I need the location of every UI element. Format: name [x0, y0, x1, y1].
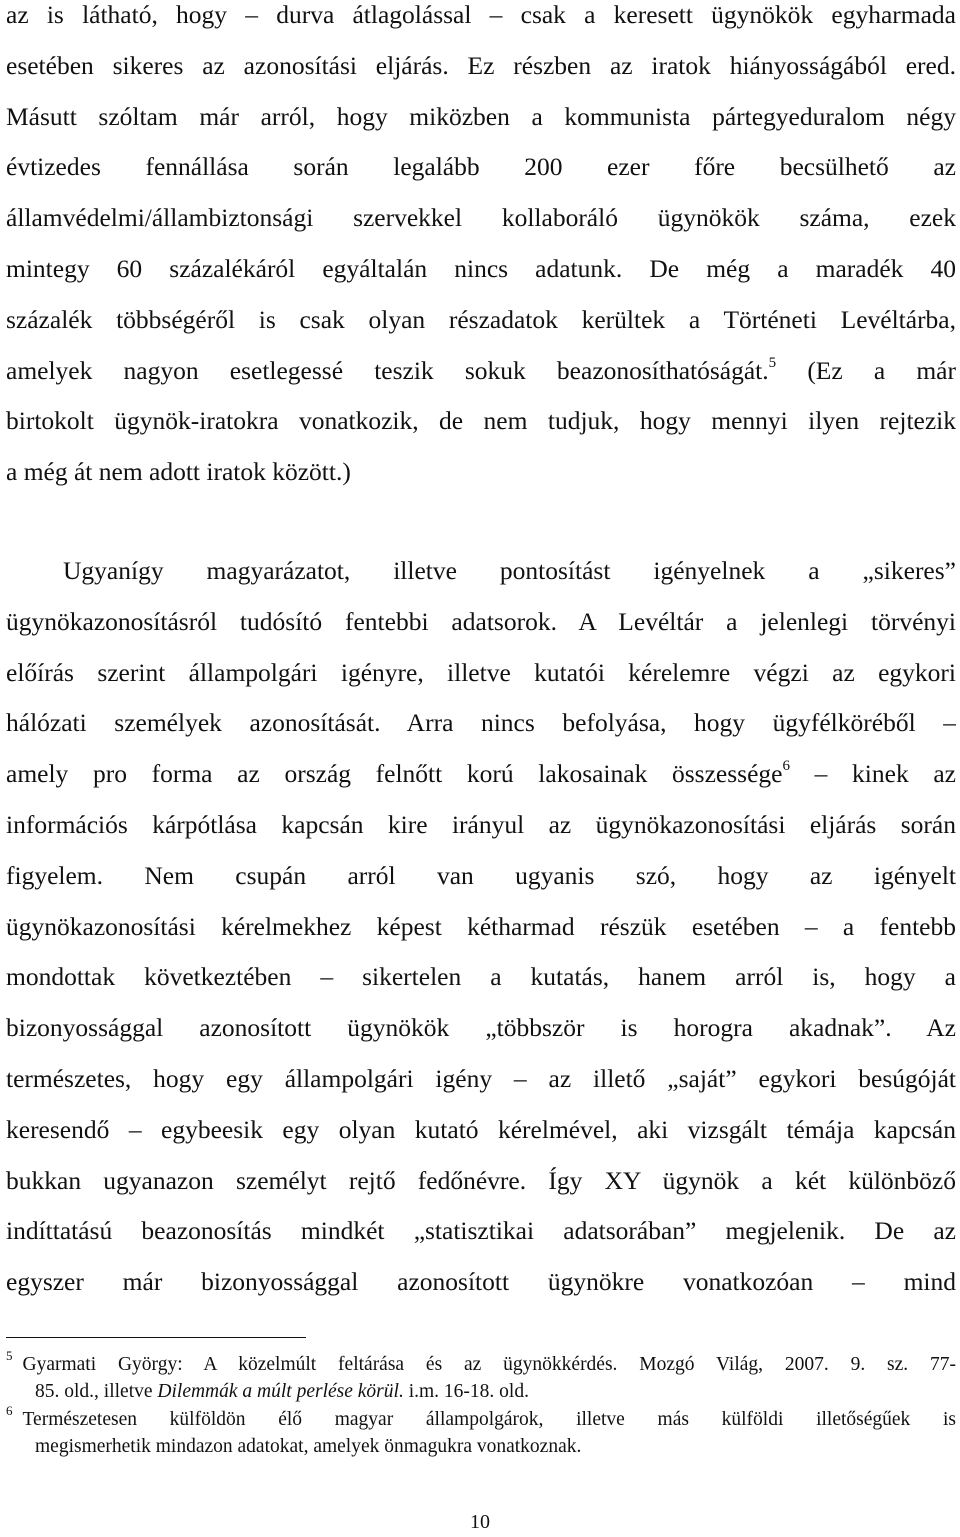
text-line: indíttatású beazonosítás mindkét „statisztikai adatsorában” megjelenik. De az: [6, 1216, 956, 1246]
text-line: Ugyanígy magyarázatot, illetve pontosítást igényelnek a „sikeres”: [63, 556, 956, 585]
text-line: az is látható, hogy – durva átlagolással – csak a keresett ügynökök egyharmada: [6, 0, 956, 29]
text-line: mintegy 60 százalékáról egyáltalán nincs adatunk. De még a maradék 40: [6, 253, 956, 283]
footnote-text: 85. old., illetve: [35, 1381, 158, 1403]
footnote-title-italic: Dilemmák a múlt perlése körül.: [157, 1381, 404, 1403]
footnote-6-continuation: megismerhetik mindazon adatokat, amelyek önmagukra vonatkoznak.: [35, 1436, 582, 1458]
text-line: egyszer már bizonyossággal azonosított ügynökre vonatkozóan – mind: [6, 1267, 956, 1297]
text-line: információs kárpótlása kapcsán kire irányul az ügynökazonosítási eljárás során: [6, 809, 956, 839]
text-line: mondottak következtében – sikertelen a kutatás, hanem arról is, hogy a: [6, 962, 956, 992]
text-line: százalék többségéről is csak olyan részadatok kerültek a Történeti Levéltárba,: [6, 304, 956, 334]
text-line: keresendő – egybeesik egy olyan kutató kérelmével, aki vizsgált témája kapcsán: [6, 1114, 956, 1144]
footnote-separator: [6, 1337, 306, 1338]
footnote-5: [6, 1351, 956, 1378]
footnote-ref-6[interactable]: 6: [782, 758, 790, 775]
page-number: 10: [470, 1511, 490, 1533]
text-segment: (Ez a már: [776, 355, 956, 385]
text-line-with-footnote: [6, 346, 956, 397]
footnote-6: [6, 1406, 956, 1433]
footnote-ref-5[interactable]: 5: [768, 354, 777, 371]
text-segment: amely pro forma az ország felnőtt korú lakosainak összessége: [6, 759, 783, 789]
text-segment: amelyek nagyon esetlegessé teszik sokuk beazonosíthatóságát.: [6, 355, 769, 385]
footnote-number: 6: [6, 1405, 13, 1418]
text-line: évtizedes fennállása során legalább 200 ezer főre becsülhető az: [6, 152, 956, 182]
text-line: esetében sikeres az azonosítási eljárás. Ez részben az iratok hiányosságából ered.: [6, 50, 956, 80]
text-line: ügynökazonosításról tudósító fentebbi adatsorok. A Levéltár a jelenlegi törvényi: [6, 606, 956, 636]
text-line: bizonyossággal azonosított ügynökök „többször is horogra akadnak”. Az: [6, 1013, 956, 1043]
text-line: a még át nem adott iratok között.): [6, 457, 351, 487]
text-segment: – kinek az: [789, 759, 956, 789]
text-line: Másutt szóltam már arról, hogy miközben a kommunista pártegyeduralom négy: [6, 101, 956, 131]
text-line: figyelem. Nem csupán arról van ugyanis szó, hogy az igényelt: [6, 860, 956, 890]
paragraph-2: [6, 546, 956, 1308]
text-line: előírás szerint állampolgári igényre, illetve kutatói kérelemre végzi az egykori: [6, 657, 956, 687]
footnote-number: 5: [6, 1351, 13, 1363]
paragraph-1: [6, 0, 956, 498]
text-line: államvédelmi/állambiztonsági szervekkel kollaboráló ügynökök száma, ezek: [6, 203, 956, 233]
text-line: hálózati személyek azonosítását. Arra nincs befolyása, hogy ügyfélköréből –: [6, 708, 956, 738]
footnote-text: Gyarmati György: A közelmúlt feltárása és az ügynökkérdés. Mozgó Világ, 2007. 9. sz. 77-: [22, 1354, 956, 1375]
footnotes: [6, 1351, 956, 1461]
text-line: természetes, hogy egy állampolgári igény – az illető „saját” egykori besúgóját: [6, 1063, 956, 1093]
text-line-with-footnote: [6, 749, 956, 800]
footnote-5-continuation: [6, 1378, 956, 1405]
text-line: birtokolt ügynök-iratokra vonatkozik, de nem tudjuk, hogy mennyi ilyen rejtezik: [6, 406, 956, 436]
text-line: ügynökazonosítási kérelmekhez képest kétharmad részük esetében – a fentebb: [6, 911, 956, 941]
footnote-text: Természetesen külföldön élő magyar állampolgárok, illetve más külföldi illetőségűek is: [22, 1408, 956, 1430]
text-line: bukkan ugyanazon személyt rejtő fedőnévre. Így XY ügynök a két különböző: [6, 1165, 956, 1195]
footnote-text: i.m. 16-18. old.: [403, 1381, 529, 1403]
